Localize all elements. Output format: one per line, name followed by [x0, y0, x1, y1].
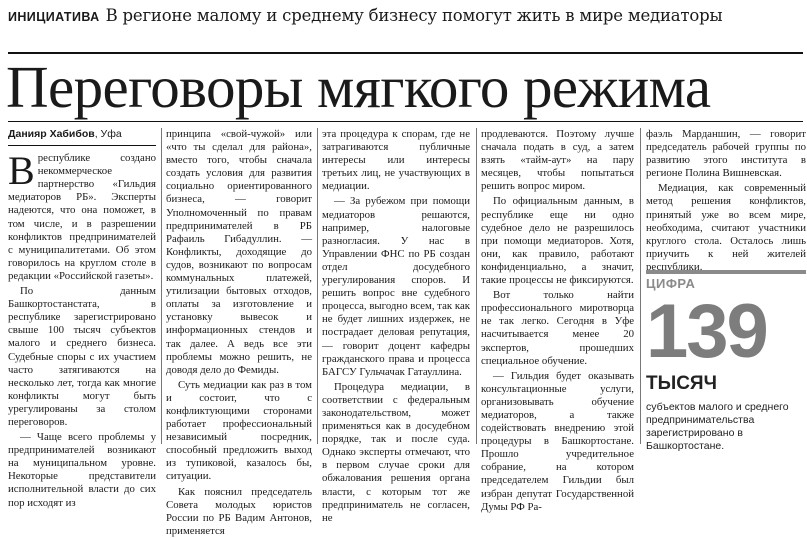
col5-paragraph-2: Медиация, как современный метод решения конфликтов, принятый уже во всем мире, необходима, считают участники круглого стола. Осталось лишь приучить к ней жителей республики.: [646, 182, 806, 273]
headline: Переговоры мягкого режима: [6, 54, 711, 120]
col4-paragraph-3: Вот только найти профессионального миротворца не так легко. Сегодня в Уфе насчитывается менее 20 экспертов, прошедших специальное обучение.: [481, 289, 634, 367]
kicker-text: В регионе малому и среднему бизнесу помогут жить в мире медиаторы: [105, 6, 723, 25]
col2-paragraph-1: принципа «свой-чужой» или «что ты сделал для района», вместо того, чтобы сначала создать условия для развития социально ориентированного бизнеса, — говорит Уполномоченный по правам предпринимателей в РБ Рафаиль Гибадуллин. — Конфликты, доходящие до судов, возникают по вопросам коммунальных платежей, утилизации бытовых отходов, оплаты за изготовление и установку вывесок и информационных стендов и так далее. А ведь все эти проблемы можно решить, не доводя дело до Фемиды.: [166, 128, 312, 376]
figure-number: 139: [646, 289, 767, 374]
column-5: [646, 128, 806, 273]
col4-paragraph-1: продлеваются. Поэтому лучше сначала подать в суд, а затем взять «тайм-аут» на пару месяцев, чтобы попытаться решить вопрос миром.: [481, 128, 634, 193]
column-divider-2: [317, 128, 318, 444]
kicker: [8, 6, 798, 27]
column-3: [322, 128, 470, 524]
column-4: [481, 128, 634, 513]
dropcap: В: [8, 148, 35, 194]
byline-rule: [8, 145, 156, 146]
col1-paragraph-2: По данным Башкортостанстата, в республике зарегистрировано свыше 100 тысяч субъектов малого и среднего бизнеса. Судебные споры с их участием часто затягиваются на несколько лет, тогда как многие конфликты могут быть урегулированы за столом переговоров.: [8, 285, 156, 428]
byline-location: , Уфа: [94, 128, 122, 140]
col3-paragraph-3: Процедура медиации, в соответствии с федеральным законодательством, может применяться как в досудебном порядке, так и после суда. Однако эксперты отмечают, что в первом случае сроки для обжалования решения органа власти, с которым тот же предприниматель не согласен, не: [322, 380, 470, 524]
col3-paragraph-2: — За рубежом при помощи медиаторов решаются, например, налоговые разногласия. У нас в Управлении ФНС по РБ создан отдел досудебного урегулирования споров. И решить вопрос вне судебного процесса, выгодно всем, так как не будет лишних издержек, не пострадает деловая репутация, — говорит доцент кафедры гражданского права и процесса БАГСУ Гульчачак Гатауллина.: [322, 195, 470, 378]
figure-caption: субъектов малого и среднего предпринимательства зарегистрировано в Башкортостане.: [646, 401, 789, 452]
byline-author: Данияр Хабибов: [8, 128, 95, 140]
col2-paragraph-2: Суть медиации как раз в том и состоит, что с конфликтующими сторонами работает профессиональный независимый посредник, способный предложить выход из тупиковой, казалось бы, ситуации.: [166, 378, 312, 483]
col4-paragraph-4: — Гильдия будет оказывать консультационные услуги, организовывать обучение медиаторов, а также содействовать внедрению этой процедуры в Башкортостане. Прошло учредительное собрание, на котором председателем Гильдии был избран депутат Государственной Думы РФ Ра-: [481, 369, 634, 513]
figure-heading: ЦИФРА: [646, 270, 806, 291]
rule-bottom: [8, 121, 803, 122]
figure-box: [646, 270, 806, 452]
column-divider-4: [640, 128, 641, 444]
figure-unit: ТЫСЯЧ: [646, 373, 717, 394]
col4-paragraph-2: По официальным данным, в республике еще ни одно судебное дело не разрешилось при помощи медиаторов. Хотя, они, как правило, работают конфиденциально, а значит, такие процессы не фиксируются.: [481, 195, 634, 287]
col3-paragraph-1: эта процедура к спорам, где не затрагиваются публичные интересы или интересы третьих лиц, не участвующих в медиации.: [322, 128, 470, 193]
kicker-tag: ИНИЦИАТИВА: [8, 10, 100, 24]
column-1: [8, 128, 156, 509]
column-divider-1: [161, 128, 162, 444]
column-divider-3: [476, 128, 477, 444]
column-2: [166, 128, 312, 537]
col2-paragraph-3: Как пояснил председатель Совета молодых юристов России по РБ Вадим Антонов, применяется: [166, 485, 312, 537]
col1-paragraph-1: Вреспублике создано некоммерческое партнерство «Гильдия медиаторов РБ». Эксперты надеются, что она поможет, в том числе, и в разрешении конфликтов предпринимателей с муниципалитетами. Об этом говорилось на круглом столе в редакции «Российской газеты».: [8, 148, 156, 282]
col1-paragraph-3: — Чаще всего проблемы у предпринимателей возникают на муниципальном уровне. Некоторые представители исполнительной власти до сих пор исходят из: [8, 431, 156, 509]
col5-paragraph-1: фаэль Марданшин, — говорит председатель рабочей группы по развитию этого института в регионе Полина Вишневская.: [646, 128, 806, 180]
byline: [8, 128, 156, 141]
